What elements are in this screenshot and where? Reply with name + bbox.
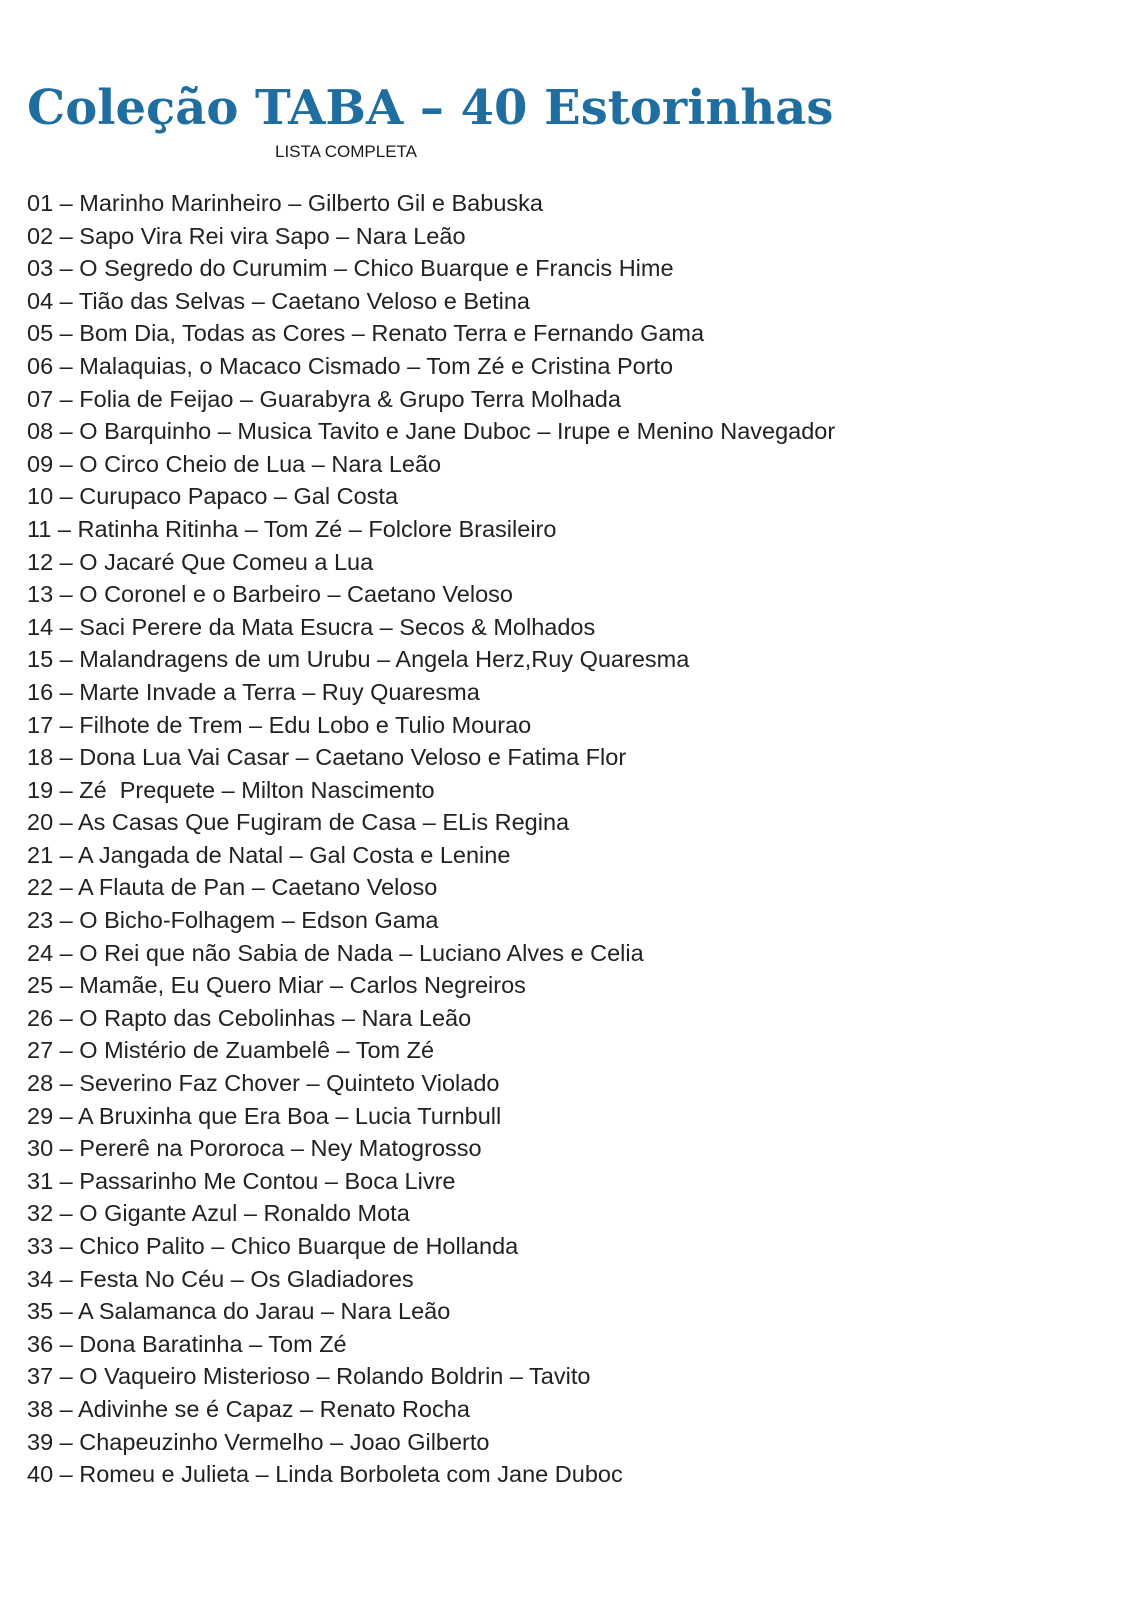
story-list-item: 39 – Chapeuzinho Vermelho – Joao Gilberto	[27, 1428, 490, 1455]
story-list-item: 17 – Filhote de Trem – Edu Lobo e Tulio Mourao	[27, 711, 532, 738]
document-title: Coleção TABA – 40 Estorinhas	[27, 80, 834, 136]
story-list-item: 40 – Romeu e Julieta – Linda Borboleta com Jane Duboc	[27, 1461, 623, 1488]
story-list-item: 15 – Malandragens de um Urubu – Angela Herz,Ruy Quaresma	[27, 646, 690, 673]
story-list-item: 18 – Dona Lua Vai Casar – Caetano Veloso e Fatima Flor	[27, 744, 627, 771]
story-list-item: 14 – Saci Perere da Mata Esucra – Secos & Molhados	[27, 613, 596, 640]
story-list-item: 16 – Marte Invade a Terra – Ruy Quaresma	[27, 678, 480, 705]
story-list-item: 04 – Tião das Selvas – Caetano Veloso e Betina	[27, 287, 530, 314]
story-list-item: 21 – A Jangada de Natal – Gal Costa e Lenine	[27, 841, 511, 868]
story-list-item: 31 – Passarinho Me Contou – Boca Livre	[27, 1167, 456, 1194]
story-list-item: 08 – O Barquinho – Musica Tavito e Jane Duboc – Irupe e Menino Navegador	[27, 418, 836, 445]
document-subtitle: LISTA COMPLETA	[275, 142, 418, 161]
story-list-item: 01 – Marinho Marinheiro – Gilberto Gil e Babuska	[27, 190, 543, 216]
story-list-item: 38 – Adivinhe se é Capaz – Renato Rocha	[27, 1395, 470, 1422]
story-list-item: 09 – O Circo Cheio de Lua – Nara Leão	[27, 450, 442, 477]
story-list-item: 10 – Curupaco Papaco – Gal Costa	[27, 483, 399, 510]
story-list-item: 24 – O Rei que não Sabia de Nada – Luciano Alves e Celia	[27, 939, 644, 966]
story-list-item: 37 – O Vaqueiro Misterioso – Rolando Boldrin – Tavito	[27, 1363, 591, 1390]
story-list-item: 13 – O Coronel e o Barbeiro – Caetano Veloso	[27, 581, 513, 608]
story-list	[27, 187, 835, 1491]
story-list-item: 23 – O Bicho-Folhagem – Edson Gama	[27, 907, 439, 934]
story-list-item: 30 – Pererê na Pororoca – Ney Matogrosso	[27, 1135, 482, 1162]
story-list-item: 07 – Folia de Feijao – Guarabyra & Grupo Terra Molhada	[27, 385, 621, 412]
story-list-item: 02 – Sapo Vira Rei vira Sapo – Nara Leão	[27, 222, 466, 249]
story-list-item: 34 – Festa No Céu – Os Gladiadores	[27, 1265, 414, 1292]
story-list-item: 11 – Ratinha Ritinha – Tom Zé – Folclore Brasileiro	[27, 515, 557, 542]
story-list-item: 29 – A Bruxinha que Era Boa – Lucia Turnbull	[27, 1102, 502, 1129]
story-list-item: 12 – O Jacaré Que Comeu a Lua	[27, 548, 374, 575]
story-list-item: 03 – O Segredo do Curumim – Chico Buarque e Francis Hime	[27, 255, 674, 282]
story-list-item: 36 – Dona Baratinha – Tom Zé	[27, 1330, 347, 1357]
story-list-item: 25 – Mamãe, Eu Quero Miar – Carlos Negreiros	[27, 972, 526, 999]
story-list-item: 06 – Malaquias, o Macaco Cismado – Tom Zé e Cristina Porto	[27, 352, 674, 379]
story-list-item: 20 – As Casas Que Fugiram de Casa – ELis Regina	[27, 809, 570, 836]
story-list-item: 05 – Bom Dia, Todas as Cores – Renato Terra e Fernando Gama	[27, 320, 705, 347]
story-list-item: 26 – O Rapto das Cebolinhas – Nara Leão	[27, 1004, 472, 1031]
story-list-item: 22 – A Flauta de Pan – Caetano Veloso	[27, 874, 438, 901]
story-list-item: 33 – Chico Palito – Chico Buarque de Hollanda	[27, 1233, 519, 1259]
story-list-item: 35 – A Salamanca do Jarau – Nara Leão	[27, 1298, 451, 1325]
story-list-item: 19 – Zé Prequete – Milton Nascimento	[27, 776, 435, 803]
story-list-item: 28 – Severino Faz Chover – Quinteto Violado	[27, 1070, 500, 1097]
story-list-item: 27 – O Mistério de Zuambelê – Tom Zé	[27, 1037, 435, 1064]
story-list-item: 32 – O Gigante Azul – Ronaldo Mota	[27, 1200, 410, 1227]
